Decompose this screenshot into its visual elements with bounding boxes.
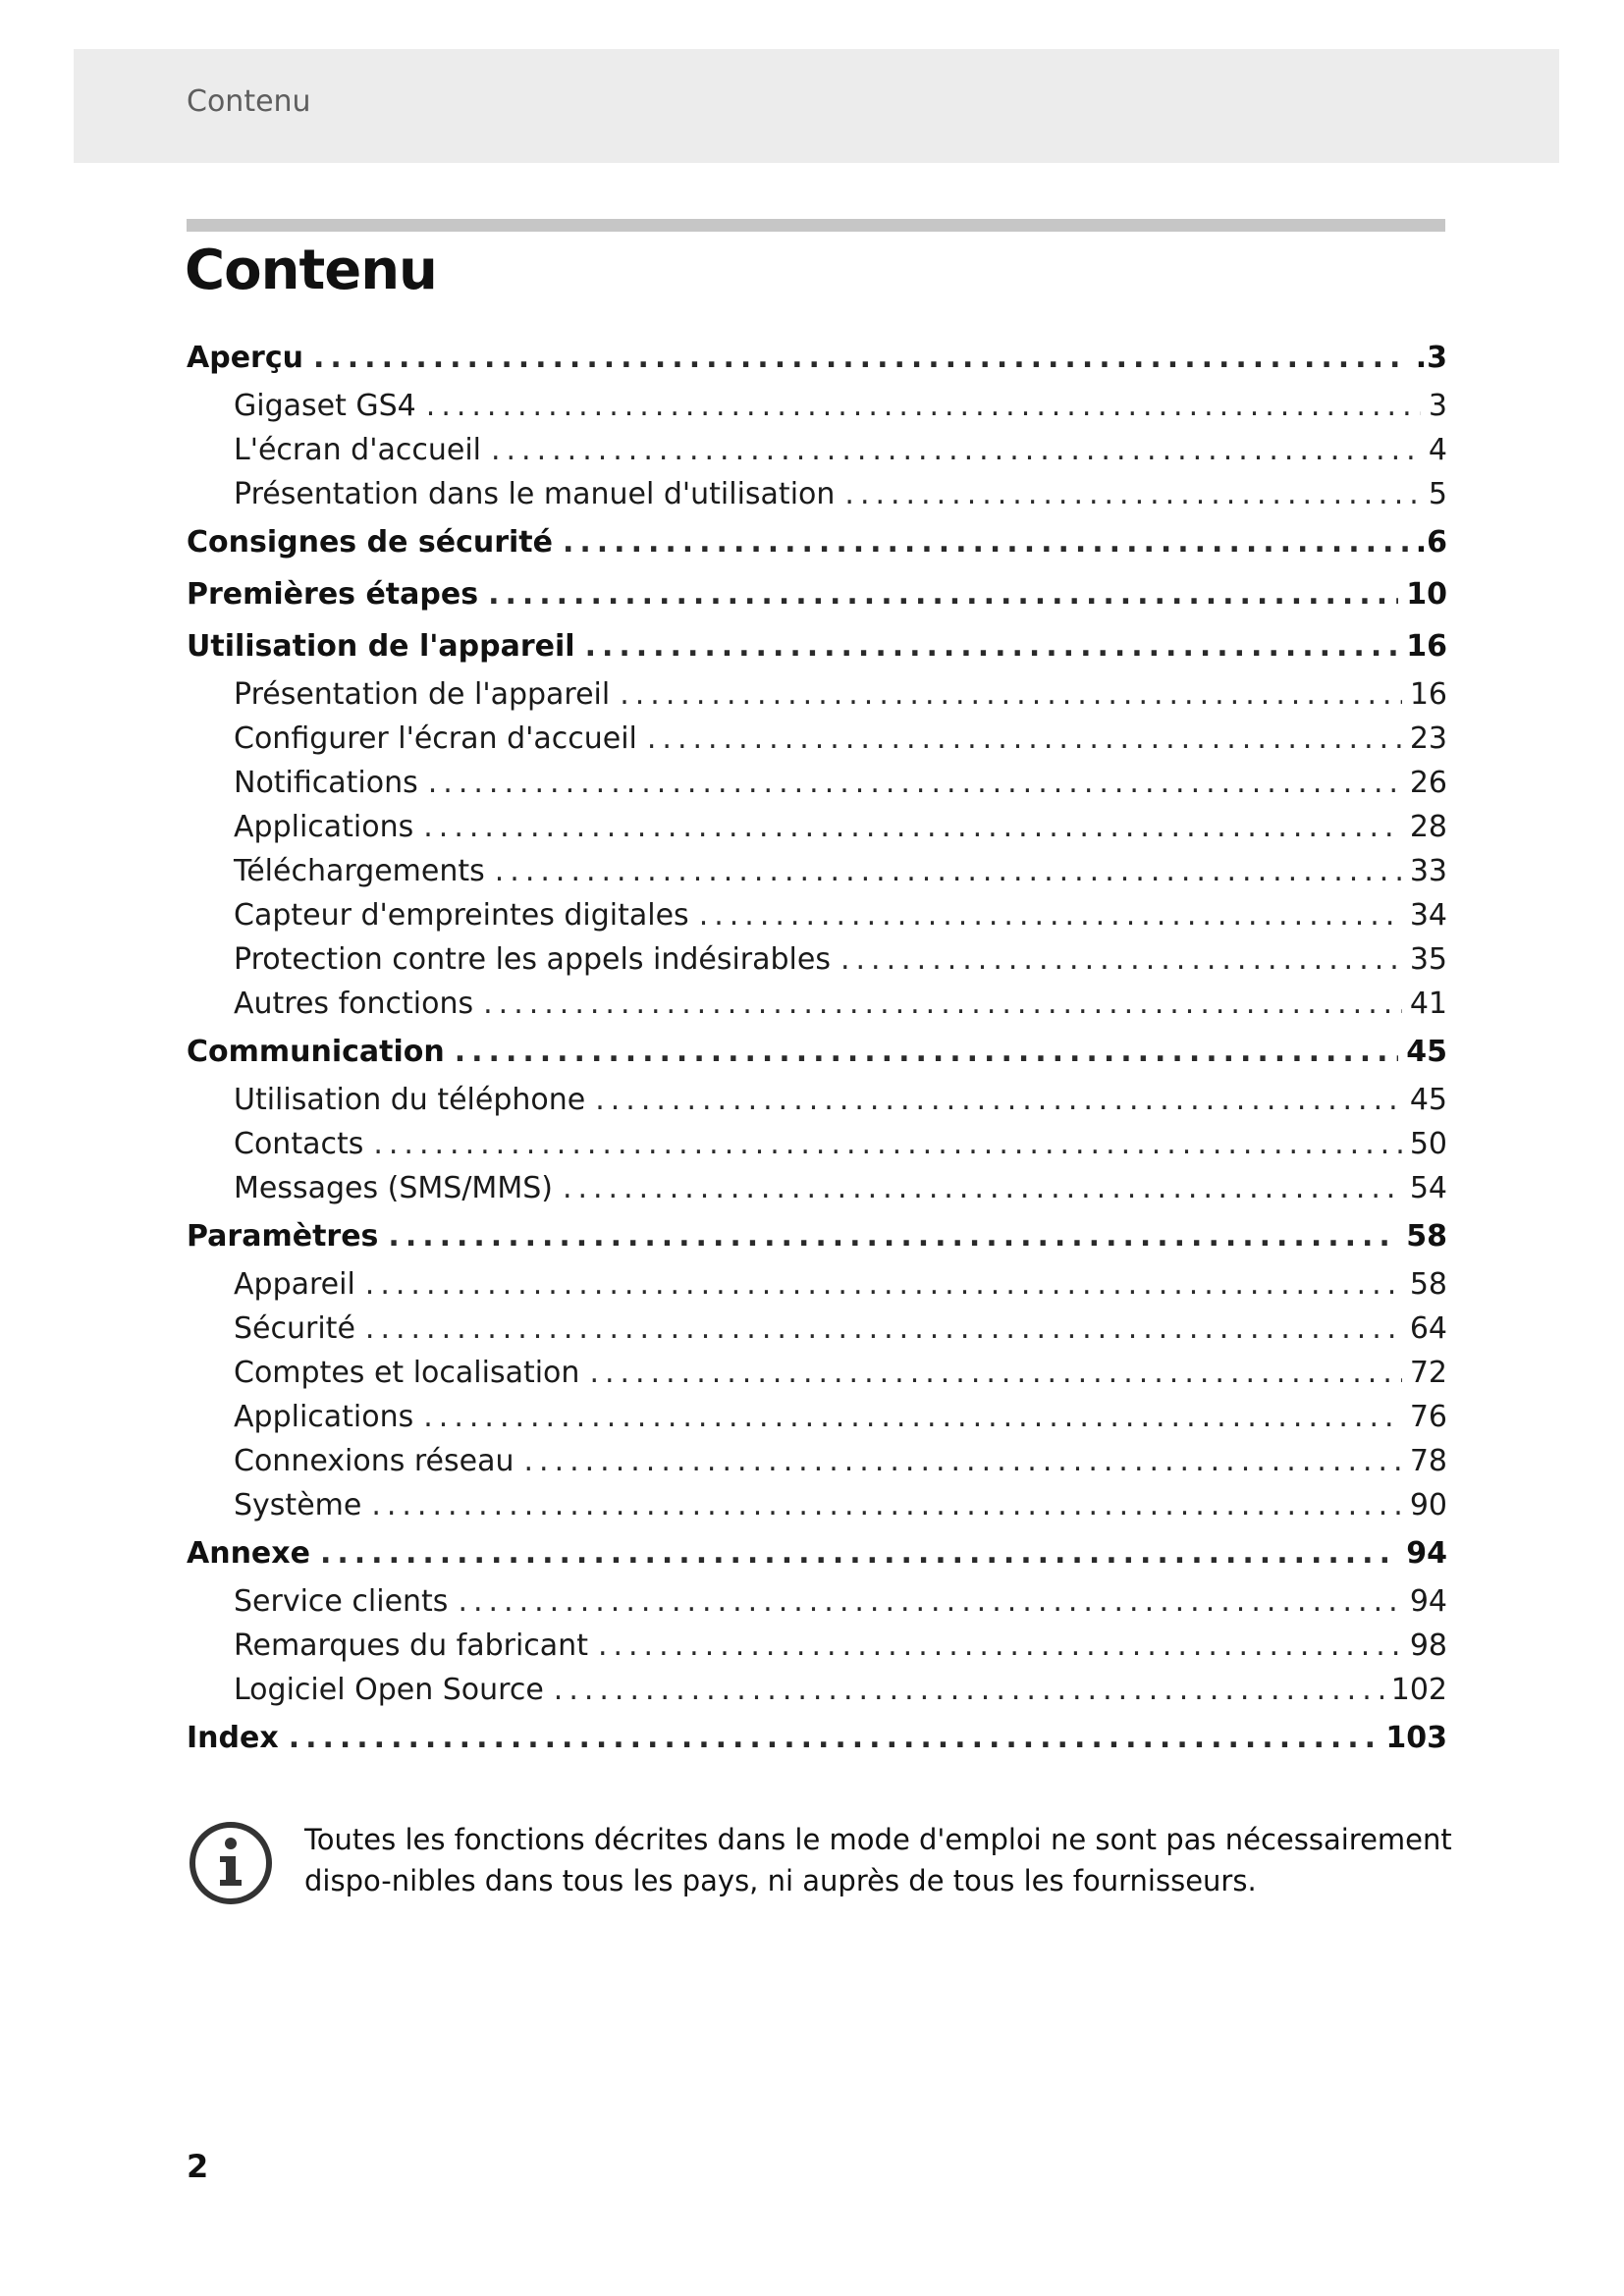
toc-leader-dots xyxy=(495,849,1402,893)
toc-label: Annexe xyxy=(187,1536,310,1571)
toc-label: Connexions réseau xyxy=(234,1444,514,1478)
toc-page-number: 94 xyxy=(1409,1584,1447,1619)
toc-section[interactable] xyxy=(187,516,1447,568)
toc-page-number: 90 xyxy=(1409,1488,1447,1522)
toc-leader-dots xyxy=(373,1122,1401,1166)
toc-leader-dots xyxy=(595,1078,1402,1122)
info-note xyxy=(187,1819,1453,1907)
toc-leader-dots xyxy=(455,1026,1398,1078)
toc-entry[interactable] xyxy=(187,982,1447,1026)
toc-entry[interactable] xyxy=(187,1078,1447,1122)
toc-label: Logiciel Open Source xyxy=(234,1673,544,1707)
toc-page-number: 98 xyxy=(1409,1629,1447,1663)
toc-entry[interactable] xyxy=(187,1262,1447,1307)
toc-section[interactable] xyxy=(187,1210,1447,1262)
toc-leader-dots xyxy=(371,1483,1401,1527)
toc-page-number: 26 xyxy=(1409,766,1447,800)
toc-label: Consignes de sécurité xyxy=(187,525,553,560)
toc-page-number: 102 xyxy=(1390,1673,1447,1707)
toc-label: Communication xyxy=(187,1035,445,1069)
toc-label: Présentation de l'appareil xyxy=(234,677,611,712)
toc-label: Configurer l'écran d'accueil xyxy=(234,721,637,756)
toc-section[interactable] xyxy=(187,620,1447,672)
toc-page-number: .3 xyxy=(1415,341,1447,375)
toc-label: L'écran d'accueil xyxy=(234,433,481,467)
toc-leader-dots xyxy=(840,937,1402,982)
toc-label: Contacts xyxy=(234,1127,364,1161)
toc-leader-dots xyxy=(483,982,1402,1026)
toc-entry[interactable] xyxy=(187,1439,1447,1483)
toc-leader-dots xyxy=(289,1712,1379,1764)
toc-leader-dots xyxy=(844,472,1421,516)
toc-leader-dots xyxy=(365,1262,1402,1307)
toc-leader-dots xyxy=(563,516,1408,568)
toc-page-number: 50 xyxy=(1409,1127,1447,1161)
toc-section[interactable] xyxy=(187,1026,1447,1078)
toc-leader-dots xyxy=(313,332,1408,384)
toc-page-number: 16 xyxy=(1406,629,1447,664)
toc-entry[interactable] xyxy=(187,761,1447,805)
toc-section[interactable] xyxy=(187,568,1447,620)
toc-page-number: 28 xyxy=(1409,810,1447,844)
toc-leader-dots xyxy=(388,1210,1398,1262)
toc-entry[interactable] xyxy=(187,893,1447,937)
page-number: 2 xyxy=(187,2148,209,2185)
toc-label: Aperçu xyxy=(187,341,303,375)
toc-page-number: 23 xyxy=(1409,721,1447,756)
toc-entry[interactable] xyxy=(187,1351,1447,1395)
toc-leader-dots xyxy=(563,1166,1402,1210)
toc-entry[interactable] xyxy=(187,1122,1447,1166)
toc-label: Applications xyxy=(234,1400,414,1434)
page-title: Contenu xyxy=(185,239,437,302)
toc-entry[interactable] xyxy=(187,717,1447,761)
running-header-title: Contenu xyxy=(187,84,311,119)
toc-label: Messages (SMS/MMS) xyxy=(234,1171,553,1205)
toc-entry[interactable] xyxy=(187,1166,1447,1210)
toc-entry[interactable] xyxy=(187,1668,1447,1712)
toc-page-number: 94 xyxy=(1406,1536,1447,1571)
toc-entry[interactable] xyxy=(187,472,1447,516)
toc-label: Protection contre les appels indésirables xyxy=(234,942,831,977)
toc-label: Utilisation du téléphone xyxy=(234,1083,586,1117)
toc-leader-dots xyxy=(423,805,1402,849)
toc-label: Autres fonctions xyxy=(234,987,474,1021)
toc-label: Service clients xyxy=(234,1584,449,1619)
toc-entry[interactable] xyxy=(187,849,1447,893)
toc-label: Remarques du fabricant xyxy=(234,1629,588,1663)
toc-label: Applications xyxy=(234,810,414,844)
toc-page-number: 35 xyxy=(1409,942,1447,977)
toc-label: Présentation dans le manuel d'utilisation xyxy=(234,477,836,511)
toc-label: Utilisation de l'appareil xyxy=(187,629,575,664)
toc-page-number: 45 xyxy=(1406,1035,1447,1069)
toc-leader-dots xyxy=(524,1439,1402,1483)
toc-page-number: 103 xyxy=(1385,1721,1447,1755)
toc-entry[interactable] xyxy=(187,1483,1447,1527)
toc-page-number: 45 xyxy=(1409,1083,1447,1117)
toc-leader-dots xyxy=(320,1527,1398,1579)
toc-page-number: 16 xyxy=(1409,677,1447,712)
toc-label: Capteur d'empreintes digitales xyxy=(234,898,689,933)
toc-page-number: 76 xyxy=(1409,1400,1447,1434)
toc-leader-dots xyxy=(458,1579,1401,1624)
toc-page-number: 78 xyxy=(1409,1444,1447,1478)
info-icon xyxy=(187,1819,275,1907)
toc-page-number: 64 xyxy=(1409,1311,1447,1346)
toc-leader-dots xyxy=(423,1395,1402,1439)
toc-leader-dots xyxy=(620,672,1402,717)
toc-label: Comptes et localisation xyxy=(234,1356,580,1390)
table-of-contents xyxy=(187,332,1447,1764)
toc-page-number: 72 xyxy=(1409,1356,1447,1390)
toc-page-number: 58 xyxy=(1409,1267,1447,1302)
toc-section[interactable] xyxy=(187,332,1447,384)
running-header xyxy=(74,49,1559,163)
toc-label: Système xyxy=(234,1488,362,1522)
toc-page-number: 3 xyxy=(1428,389,1447,423)
toc-entry[interactable] xyxy=(187,428,1447,472)
info-note-text: Toutes les fonctions décrites dans le mode d'emploi ne sont pas nécessairement dispo-nibles dans tous les pays, ni auprès de tous les fournisseurs. xyxy=(304,1823,1452,1897)
toc-leader-dots xyxy=(426,384,1421,428)
toc-label: Paramètres xyxy=(187,1219,379,1254)
toc-leader-dots xyxy=(365,1307,1402,1351)
toc-entry[interactable] xyxy=(187,1624,1447,1668)
toc-page-number: 5 xyxy=(1428,477,1447,511)
toc-leader-dots xyxy=(647,717,1402,761)
toc-page-number: .6 xyxy=(1415,525,1447,560)
toc-leader-dots xyxy=(585,620,1399,672)
toc-leader-dots xyxy=(488,568,1398,620)
toc-label: Index xyxy=(187,1721,279,1755)
toc-page-number: 54 xyxy=(1409,1171,1447,1205)
toc-page-number: 33 xyxy=(1409,854,1447,888)
toc-label: Notifications xyxy=(234,766,418,800)
toc-leader-dots xyxy=(554,1668,1383,1712)
toc-page-number: 58 xyxy=(1406,1219,1447,1254)
toc-label: Gigaset GS4 xyxy=(234,389,416,423)
toc-entry[interactable] xyxy=(187,384,1447,428)
toc-leader-dots xyxy=(598,1624,1402,1668)
toc-section[interactable] xyxy=(187,1712,1447,1764)
toc-label: Téléchargements xyxy=(234,854,485,888)
toc-leader-dots xyxy=(589,1351,1401,1395)
toc-leader-dots xyxy=(428,761,1402,805)
title-rule xyxy=(187,219,1445,232)
toc-entry[interactable] xyxy=(187,805,1447,849)
toc-label: Appareil xyxy=(234,1267,355,1302)
toc-page-number: 10 xyxy=(1406,577,1447,612)
toc-leader-dots xyxy=(699,893,1402,937)
toc-entry[interactable] xyxy=(187,937,1447,982)
toc-entry[interactable] xyxy=(187,1307,1447,1351)
toc-page-number: 41 xyxy=(1409,987,1447,1021)
toc-label: Sécurité xyxy=(234,1311,355,1346)
toc-section[interactable] xyxy=(187,1527,1447,1579)
toc-entry[interactable] xyxy=(187,1395,1447,1439)
toc-page-number: 34 xyxy=(1409,898,1447,933)
toc-entry[interactable] xyxy=(187,1579,1447,1624)
toc-page-number: 4 xyxy=(1428,433,1447,467)
toc-leader-dots xyxy=(491,428,1421,472)
toc-entry[interactable] xyxy=(187,672,1447,717)
toc-label: Premières étapes xyxy=(187,577,479,612)
